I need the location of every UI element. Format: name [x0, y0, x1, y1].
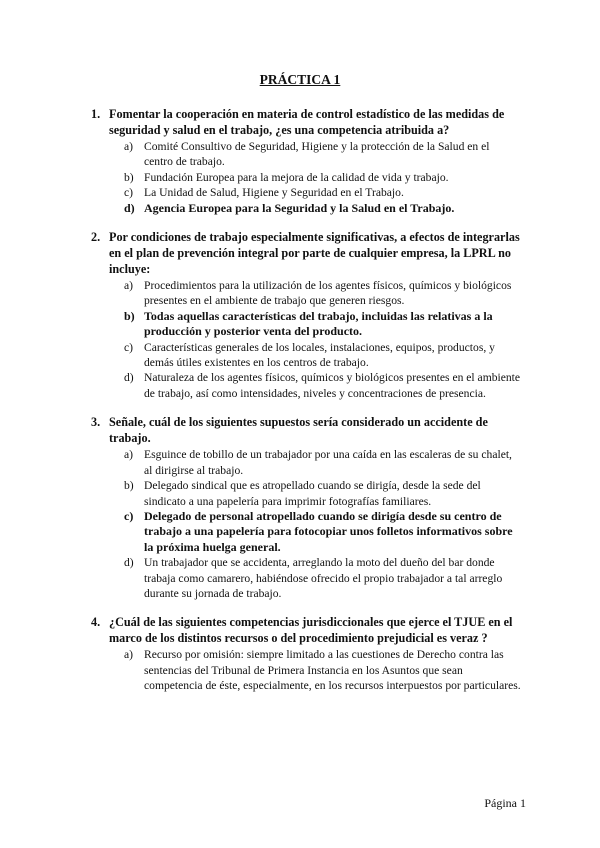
option-letter: d)	[124, 200, 135, 215]
question-header	[91, 614, 521, 646]
question-text: Señale, cuál de los siguientes supuestos sería considerado un accidente de trabajo.	[109, 415, 488, 446]
answer-options	[124, 447, 521, 601]
option-letter: c)	[124, 508, 134, 523]
question-number: 3.	[91, 415, 101, 430]
question-header	[91, 106, 521, 138]
answer-option	[124, 170, 521, 185]
option-letter: a)	[124, 448, 134, 462]
question-header	[91, 229, 521, 277]
answer-option	[124, 647, 521, 693]
question-item	[91, 106, 521, 216]
page-number: Página 1	[484, 796, 526, 810]
answer-option-correct	[124, 201, 521, 216]
answer-option	[124, 139, 521, 170]
answer-option-correct	[124, 509, 521, 555]
option-text: Naturaleza de los agentes físicos, químicos y biológicos presentes en el ambiente de trabajo, así como intensidades, niveles y concentraciones de presencia.	[144, 371, 521, 400]
option-letter: b)	[124, 308, 135, 323]
option-text: Procedimientos para la utilización de los agentes físicos, químicos y biológicos presentes en el ambiente de trabajo que generen riesgos.	[144, 279, 512, 308]
option-text: Comité Consultivo de Seguridad, Higiene y la protección de la Salud en el centro de trabajo.	[144, 140, 490, 169]
answer-option	[124, 370, 521, 401]
option-letter: d)	[124, 371, 134, 385]
question-text: Por condiciones de trabajo especialmente significativas, a efectos de integrarlas en el plan de prevención integral por parte de cualquier empresa, la LPRL no incluye:	[109, 230, 520, 277]
question-number: 1.	[91, 107, 101, 121]
answer-option	[124, 278, 521, 309]
option-letter: d)	[124, 556, 134, 570]
option-letter: c)	[124, 186, 134, 200]
option-letter: a)	[124, 648, 134, 662]
answer-option-correct	[124, 309, 521, 340]
question-item	[91, 229, 521, 401]
option-text: Delegado de personal atropellado cuando se dirigía desde su centro de trabajo a una papelería para fotocopiar unos folletos informativos sobre la próxima huelga general.	[144, 508, 513, 554]
option-letter: c)	[124, 340, 134, 354]
answer-option	[124, 185, 521, 200]
question-number: 4.	[91, 615, 101, 630]
option-letter: b)	[124, 170, 134, 184]
option-text: La Unidad de Salud, Higiene y Seguridad en el Trabajo.	[144, 186, 404, 200]
option-text: Agencia Europea para la Seguridad y la Salud en el Trabajo.	[144, 200, 455, 215]
answer-option	[124, 478, 521, 509]
page-title: PRÁCTICA 1	[259, 72, 341, 87]
question-header	[91, 414, 521, 446]
answer-option	[124, 447, 521, 478]
answer-options	[124, 647, 521, 693]
question-text: ¿Cuál de las siguientes competencias jurisdiccionales que ejerce el TJUE en el marco de los distintos recursos o del procedimiento prejudicial es veraz ?	[109, 615, 513, 646]
answer-option	[124, 555, 521, 601]
option-letter: b)	[124, 479, 134, 493]
option-text: Esguince de tobillo de un trabajador por una caída en las escaleras de su chalet, al dirigirse al trabajo.	[144, 448, 512, 477]
answer-option	[124, 340, 521, 371]
answer-options	[124, 139, 521, 216]
option-letter: a)	[124, 279, 134, 293]
question-item	[91, 414, 521, 601]
question-list	[91, 106, 521, 707]
option-text: Delegado sindical que es atropellado cuando se dirigía, desde la sede del sindicato a una papelería para imprimir fotografías familiares.	[144, 479, 481, 508]
question-text: Fomentar la cooperación en materia de control estadístico de las medidas de seguridad y salud en el trabajo, ¿es una competencia atribuida a?	[109, 107, 505, 137]
option-text: Un trabajador que se accidenta, arreglando la moto del dueño del bar donde trabaja como camarero, habiéndose ofrecido el propio trabajador a tal arreglo durante su jornada de trabajo.	[144, 556, 503, 600]
option-text: Características generales de los locales, instalaciones, equipos, productos, y demás útiles existentes en los centros de trabajo.	[144, 340, 495, 370]
question-item	[91, 614, 521, 693]
answer-options	[124, 278, 521, 401]
option-letter: a)	[124, 140, 134, 153]
option-text: Recurso por omisión: siempre limitado a las cuestiones de Derecho contra las sentencias del Tribunal de Primera Instancia en los Asuntos que sean competencia de éste, especialmente, en los recursos interpuestos por particulares.	[144, 648, 521, 693]
option-text: Todas aquellas características del trabajo, incluidas las relativas a la producción y posterior venta del producto.	[144, 308, 493, 339]
question-number: 2.	[91, 230, 101, 245]
option-text: Fundación Europea para la mejora de la calidad de vida y trabajo.	[144, 170, 449, 184]
